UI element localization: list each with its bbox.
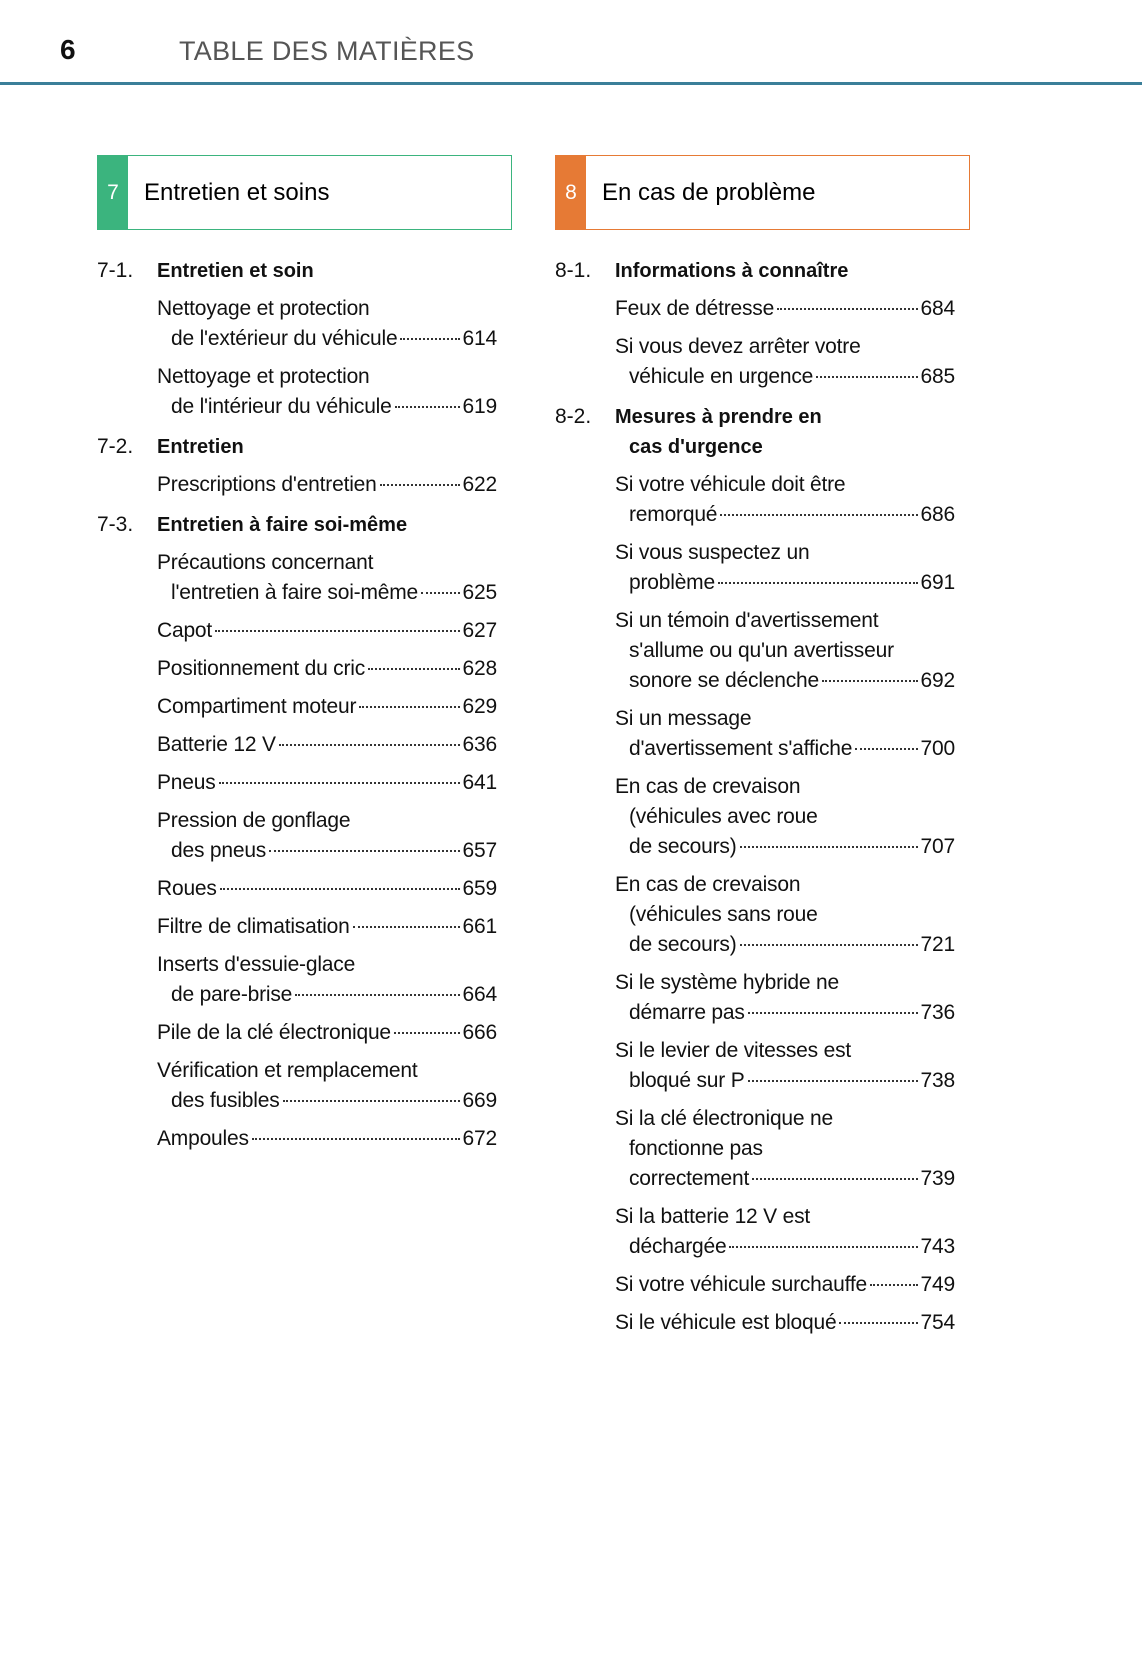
toc-entry-line	[157, 980, 497, 1010]
dot-leader	[748, 1080, 918, 1082]
toc-entry-text: Ampoules	[157, 1127, 249, 1150]
toc-entry[interactable]	[157, 362, 497, 422]
toc-entry-line	[157, 392, 497, 422]
toc-entry-text: Si votre véhicule surchauffe	[615, 1273, 867, 1296]
toc-entry-line	[615, 772, 955, 802]
toc-entry-line	[157, 578, 497, 608]
toc-entry[interactable]	[157, 768, 497, 798]
dot-leader	[269, 850, 459, 852]
toc-entry-text: des pneus	[171, 839, 267, 862]
toc-entry[interactable]	[615, 538, 955, 598]
toc-entry[interactable]	[157, 730, 497, 760]
toc-entry-text: des fusibles	[171, 1089, 280, 1112]
toc-entry[interactable]	[615, 332, 955, 392]
subsection-title	[615, 402, 970, 462]
dot-leader	[395, 406, 460, 408]
toc-entry-text: Nettoyage et protection	[157, 297, 370, 320]
dot-leader	[752, 1178, 917, 1180]
toc-entry-text: Si le véhicule est bloqué	[615, 1311, 837, 1334]
toc-entry-text: problème	[629, 571, 715, 594]
subsection-title-line: Mesures à prendre en	[615, 406, 822, 428]
toc-entry-line	[615, 900, 955, 930]
toc-entry[interactable]	[615, 1270, 955, 1300]
dot-leader	[740, 944, 918, 946]
subsection-number: 7-2.	[97, 435, 134, 458]
toc-entry-text: En cas de crevaison	[615, 775, 801, 798]
toc-entry-line	[157, 1124, 497, 1154]
toc-entry-line	[157, 950, 497, 980]
toc-entry-text: de l'extérieur du véhicule	[171, 327, 398, 350]
subsection-title-line: Informations à connaître	[615, 260, 849, 282]
toc-page-number[interactable]: 672	[462, 1127, 497, 1150]
dot-leader	[215, 630, 460, 632]
toc-page-number[interactable]: 664	[462, 983, 497, 1006]
toc-entry-text: de secours)	[629, 835, 737, 858]
dot-leader	[740, 846, 918, 848]
toc-entry-text: de l'intérieur du véhicule	[171, 395, 392, 418]
dot-leader	[394, 1032, 460, 1034]
subsection-title-line: Entretien à faire soi-même	[157, 514, 408, 536]
toc-entry[interactable]	[157, 692, 497, 722]
toc-entry-line	[615, 1134, 955, 1164]
dot-leader	[220, 888, 460, 890]
dot-leader	[380, 484, 460, 486]
subsection-number: 8-1.	[555, 259, 592, 282]
toc-groups	[97, 256, 512, 1154]
toc-page-number[interactable]: 707	[920, 835, 955, 858]
subsection-number: 7-3.	[97, 513, 134, 536]
toc-subsection	[97, 432, 512, 500]
toc-entry-text: Si vous devez arrêter votre	[615, 335, 861, 358]
toc-entry-line	[157, 1086, 497, 1116]
toc-subsection	[555, 402, 970, 1338]
toc-entry[interactable]	[615, 968, 955, 1028]
toc-entry-text: Si la batterie 12 V est	[615, 1205, 811, 1228]
toc-entry[interactable]	[157, 548, 497, 608]
toc-entry-text: véhicule en urgence	[629, 365, 814, 388]
toc-page-number[interactable]: 736	[920, 1001, 955, 1024]
toc-entry-line	[157, 768, 497, 798]
dot-leader	[368, 668, 460, 670]
toc-entry[interactable]	[157, 950, 497, 1010]
toc-page-number[interactable]: 657	[462, 839, 497, 862]
toc-subsection	[97, 510, 512, 1154]
toc-page-number[interactable]: 738	[920, 1069, 955, 1092]
toc-entry[interactable]	[157, 806, 497, 866]
toc-page-number[interactable]: 749	[920, 1273, 955, 1296]
toc-column-left	[97, 155, 512, 1154]
toc-entry-text: sonore se déclenche	[629, 669, 819, 692]
toc-page-number[interactable]: 666	[462, 1021, 497, 1044]
toc-entry[interactable]	[157, 1056, 497, 1116]
dot-leader	[718, 582, 918, 584]
toc-column-right	[555, 155, 970, 1338]
toc-entry-text: Si votre véhicule doit être	[615, 473, 846, 496]
toc-groups	[555, 256, 970, 1338]
toc-page-number[interactable]: 661	[462, 915, 497, 938]
toc-entry-line	[157, 1056, 497, 1086]
toc-page-number[interactable]: 686	[920, 503, 955, 526]
toc-entry[interactable]	[615, 294, 955, 324]
toc-page-number[interactable]: 754	[920, 1311, 955, 1334]
toc-entry-text: Filtre de climatisation	[157, 915, 350, 938]
toc-page-number[interactable]: 685	[920, 365, 955, 388]
toc-entry-text: Capot	[157, 619, 213, 642]
toc-page-number[interactable]: 629	[462, 695, 497, 718]
section-header	[97, 155, 512, 230]
toc-entry-text: s'allume ou qu'un avertisseur	[629, 639, 894, 662]
toc-entry[interactable]	[615, 1036, 955, 1096]
toc-subsection	[97, 256, 512, 422]
toc-entry-line	[157, 912, 497, 942]
toc-entry-text: Si le système hybride ne	[615, 971, 839, 994]
toc-entry[interactable]	[157, 654, 497, 684]
toc-subsection	[555, 256, 970, 392]
toc-entry-text: d'avertissement s'affiche	[629, 737, 853, 760]
toc-entry-text: de pare-brise	[171, 983, 293, 1006]
toc-entry-text: Pile de la clé électronique	[157, 1021, 391, 1044]
dot-leader	[353, 926, 460, 928]
dot-leader	[816, 376, 917, 378]
toc-page-number[interactable]: 641	[462, 771, 497, 794]
toc-page-number[interactable]: 659	[462, 877, 497, 900]
toc-entry[interactable]	[157, 1018, 497, 1048]
toc-entry-line	[157, 874, 497, 904]
toc-entry-text: Feux de détresse	[615, 297, 775, 320]
toc-page-number[interactable]: 700	[920, 737, 955, 760]
dot-leader	[729, 1246, 917, 1248]
toc-entry-text: Nettoyage et protection	[157, 365, 370, 388]
toc-page-number[interactable]: 636	[462, 733, 497, 756]
dot-leader	[720, 514, 917, 516]
toc-entry-text: bloqué sur P	[629, 1069, 745, 1092]
toc-page-number[interactable]: 739	[920, 1167, 955, 1190]
toc-page-number[interactable]: 691	[920, 571, 955, 594]
toc-entry-text: Prescriptions d'entretien	[157, 473, 377, 496]
header-divider	[0, 82, 1142, 85]
toc-entry-text: (véhicules avec roue	[629, 805, 818, 828]
toc-entry-line	[615, 1308, 955, 1338]
dot-leader	[295, 994, 459, 996]
toc-entry-line	[157, 836, 497, 866]
toc-entry-line	[157, 362, 497, 392]
toc-entry[interactable]	[157, 616, 497, 646]
toc-page-number[interactable]: 627	[462, 619, 497, 642]
dot-leader	[777, 308, 917, 310]
dot-leader	[252, 1138, 460, 1140]
toc-entry-text: Pneus	[157, 771, 216, 794]
toc-entry-line	[157, 806, 497, 836]
toc-entry-line	[157, 548, 497, 578]
toc-entry-line	[615, 666, 955, 696]
toc-entries	[615, 286, 955, 392]
dot-leader	[748, 1012, 918, 1014]
toc-entry[interactable]	[615, 1202, 955, 1262]
toc-entry-text: Précautions concernant	[157, 551, 374, 574]
subsection-title-line: cas d'urgence	[629, 436, 763, 458]
toc-entry-line	[157, 692, 497, 722]
toc-entries	[157, 286, 497, 422]
toc-entry-line	[615, 832, 955, 862]
toc-entry-line	[615, 470, 955, 500]
toc-entry[interactable]	[157, 294, 497, 354]
subsection-number: 7-1.	[97, 259, 134, 282]
toc-entry-text: déchargée	[629, 1235, 727, 1258]
toc-page-number[interactable]: 743	[920, 1235, 955, 1258]
dot-leader	[855, 748, 917, 750]
toc-entry-text: Si un message	[615, 707, 752, 730]
toc-page-number[interactable]: 684	[920, 297, 955, 320]
section-header	[555, 155, 970, 230]
subsection-title	[615, 256, 970, 286]
toc-entry-line	[615, 704, 955, 734]
toc-entry-line	[615, 1164, 955, 1194]
toc-page-number[interactable]: 625	[462, 581, 497, 604]
toc-entry-line	[615, 332, 955, 362]
toc-entry[interactable]	[157, 1124, 497, 1154]
dot-leader	[400, 338, 459, 340]
dot-leader	[279, 744, 460, 746]
toc-entry[interactable]	[615, 1308, 955, 1338]
dot-leader	[359, 706, 459, 708]
toc-entry-line	[615, 1104, 955, 1134]
toc-entry-line	[157, 730, 497, 760]
subsection-title	[157, 510, 512, 540]
toc-entry-text: Roues	[157, 877, 217, 900]
section-number: 7	[98, 156, 128, 229]
toc-entry-line	[615, 362, 955, 392]
toc-entry-line	[615, 734, 955, 764]
toc-entry-text: Si la clé électronique ne	[615, 1107, 833, 1130]
toc-entry-text: Pression de gonflage	[157, 809, 351, 832]
toc-page-number[interactable]: 628	[462, 657, 497, 680]
section-title: En cas de problème	[602, 178, 816, 206]
toc-entry-line	[615, 568, 955, 598]
toc-entry-text: l'entretien à faire soi-même	[171, 581, 419, 604]
toc-entry[interactable]	[615, 772, 955, 862]
subsection-title-line: Entretien	[157, 436, 244, 458]
toc-entry[interactable]	[615, 470, 955, 530]
toc-page-number[interactable]: 622	[462, 473, 497, 496]
toc-entry-text: de secours)	[629, 933, 737, 956]
toc-entry-line	[615, 538, 955, 568]
toc-entry-line	[615, 1066, 955, 1096]
toc-entry-line	[615, 1036, 955, 1066]
toc-entry-line	[615, 1232, 955, 1262]
toc-entry-line	[615, 870, 955, 900]
toc-page-number[interactable]: 669	[462, 1089, 497, 1112]
toc-entry-text: Positionnement du cric	[157, 657, 366, 680]
dot-leader	[870, 1284, 918, 1286]
toc-entry[interactable]	[615, 704, 955, 764]
toc-entry-line	[615, 636, 955, 666]
section-number: 8	[556, 156, 586, 229]
dot-leader	[822, 680, 918, 682]
toc-entry-line	[615, 606, 955, 636]
toc-entry[interactable]	[157, 470, 497, 500]
toc-page-number[interactable]: 619	[462, 395, 497, 418]
toc-entry-line	[615, 968, 955, 998]
toc-entry[interactable]	[615, 870, 955, 960]
subsection-title	[157, 432, 512, 462]
toc-entry-line	[157, 1018, 497, 1048]
toc-entries	[157, 540, 497, 1154]
toc-entry-line	[157, 654, 497, 684]
dot-leader	[219, 782, 460, 784]
toc-entry-line	[615, 294, 955, 324]
toc-entry-line	[615, 1202, 955, 1232]
toc-entry-text: Si un témoin d'avertissement	[615, 609, 879, 632]
toc-entry-line	[157, 324, 497, 354]
dot-leader	[421, 592, 460, 594]
toc-entry-line	[157, 470, 497, 500]
toc-entry-text: remorqué	[629, 503, 718, 526]
toc-entry-line	[615, 802, 955, 832]
subsection-title-line: Entretien et soin	[157, 260, 314, 282]
toc-entry-text: Si vous suspectez un	[615, 541, 810, 564]
page-number: 6	[60, 34, 76, 65]
toc-entry-text: Inserts d'essuie-glace	[157, 953, 356, 976]
dot-leader	[283, 1100, 460, 1102]
toc-entry[interactable]	[157, 874, 497, 904]
toc-entry-text: démarre pas	[629, 1001, 745, 1024]
section-title: Entretien et soins	[144, 178, 330, 206]
toc-page-number[interactable]: 721	[920, 933, 955, 956]
toc-entry-line	[615, 1270, 955, 1300]
toc-entry-line	[615, 998, 955, 1028]
toc-entry-line	[615, 500, 955, 530]
toc-entry-text: Si le levier de vitesses est	[615, 1039, 852, 1062]
toc-page-number[interactable]: 614	[462, 327, 497, 350]
toc-entry-line	[615, 930, 955, 960]
subsection-number: 8-2.	[555, 405, 592, 428]
dot-leader	[839, 1322, 917, 1324]
page-title: TABLE DES MATIÈRES	[179, 36, 475, 66]
toc-entries	[157, 462, 497, 500]
toc-entry[interactable]	[157, 912, 497, 942]
subsection-title	[157, 256, 512, 286]
toc-entry[interactable]	[615, 606, 955, 696]
toc-page-number[interactable]: 692	[920, 669, 955, 692]
toc-entry-text: Vérification et remplacement	[157, 1059, 418, 1082]
toc-entry-text: (véhicules sans roue	[629, 903, 818, 926]
toc-entry-text: correctement	[629, 1167, 750, 1190]
toc-entry-text: fonctionne pas	[629, 1137, 763, 1160]
toc-entry[interactable]	[615, 1104, 955, 1194]
toc-entry-line	[157, 294, 497, 324]
toc-entry-text: Compartiment moteur	[157, 695, 357, 718]
toc-entries	[615, 462, 955, 1338]
toc-entry-text: Batterie 12 V	[157, 733, 276, 756]
toc-entry-text: En cas de crevaison	[615, 873, 801, 896]
toc-entry-line	[157, 616, 497, 646]
